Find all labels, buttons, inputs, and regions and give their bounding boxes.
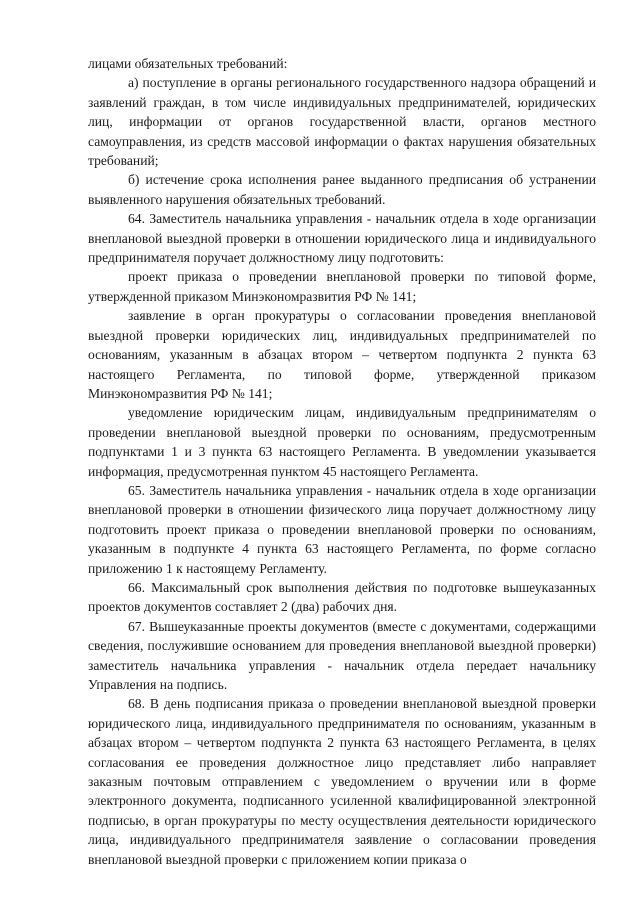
paragraph-64: 64. Заместитель начальника управления - начальник отдела в ходе организации внеплановой выездной проверки в отношении юридического лица и индивидуального предпринимателя поручает должностному лицу подготовить: bbox=[88, 211, 596, 266]
paragraph-68: 68. В день подписания приказа о проведении внеплановой выездной проверки юридического лица, индивидуального предпринимателя по основаниям, указанным в абзацах втором – четвертом подпункта 2 пункта 63 настоящего Регламента, в целях согласования ее проведения должностное лицо представляет либо направляет заказным почтовым отправлением с уведомлением о вручении или в форме электронного документа, подписанного усиленной квалифицированной электронной подписью, в орган прокуратуры по месту осуществления деятельности юридического лица, индивидуального предпринимателя заявление о согласовании проведения внеплановой выездной проверки с приложением копии приказа о bbox=[88, 696, 596, 867]
paragraph-67: 67. Вышеуказанные проекты документов (вместе с документами, содержащими сведения, послужившие основанием для проведения внеплановой выездной проверки) заместитель начальника управления - начальник отдела передает начальнику Управления на подпись. bbox=[88, 618, 596, 692]
paragraph-64-prosecutor-application: заявление в орган прокуратуры о согласовании проведения внеплановой выездной проверки юридических лиц, индивидуальных предпринимателей по основаниям, указанным в абзацах втором – четвертом подпункта 2 пункта 63 настоящего Регламента, по типовой форме, утвержденной приказом Минэкономразвития РФ № 141; bbox=[88, 308, 596, 401]
paragraph-item-b: б) истечение срока исполнения ранее выданного предписания об устранении выявленного нарушения обязательных требований. bbox=[88, 172, 596, 207]
paragraph-item-a: а) поступление в органы регионального государственного надзора обращений и заявлений граждан, в том числе индивидуальных предпринимателей, юридических лиц, информации от органов государственной власти, органов местного самоуправления, из средств массовой информации о фактах нарушения обязательных требований; bbox=[88, 75, 596, 169]
paragraph-66: 66. Максимальный срок выполнения действия по подготовке вышеуказанных проектов документов составляет 2 (два) рабочих дня. bbox=[88, 579, 596, 615]
paragraph-64-order-draft: проект приказа о проведении внеплановой проверки по типовой форме, утвержденной приказом Минэкономразвития РФ № 141; bbox=[88, 269, 596, 304]
paragraph-65: 65. Заместитель начальника управления - начальник отдела в ходе организации внеплановой проверки в отношении физического лица поручает должностному лицу подготовить проект приказа о проведении внеплановой проверки по основаниям, указанным в подпункте 4 пункта 63 настоящего Регламента, по форме согласно приложению 1 к настоящему Регламенту. bbox=[88, 482, 596, 576]
paragraph-continuation: лицами обязательных требований: bbox=[88, 56, 288, 71]
document-body bbox=[88, 54, 596, 869]
paragraph-64-notification: уведомление юридическим лицам, индивидуальным предпринимателям о проведении внеплановой выездной проверки по основаниям, предусмотренным подпунктами 1 и 3 пункта 63 настоящего Регламента. В уведомлении указывается информация, предусмотренная пунктом 45 настоящего Регламента. bbox=[88, 405, 596, 479]
